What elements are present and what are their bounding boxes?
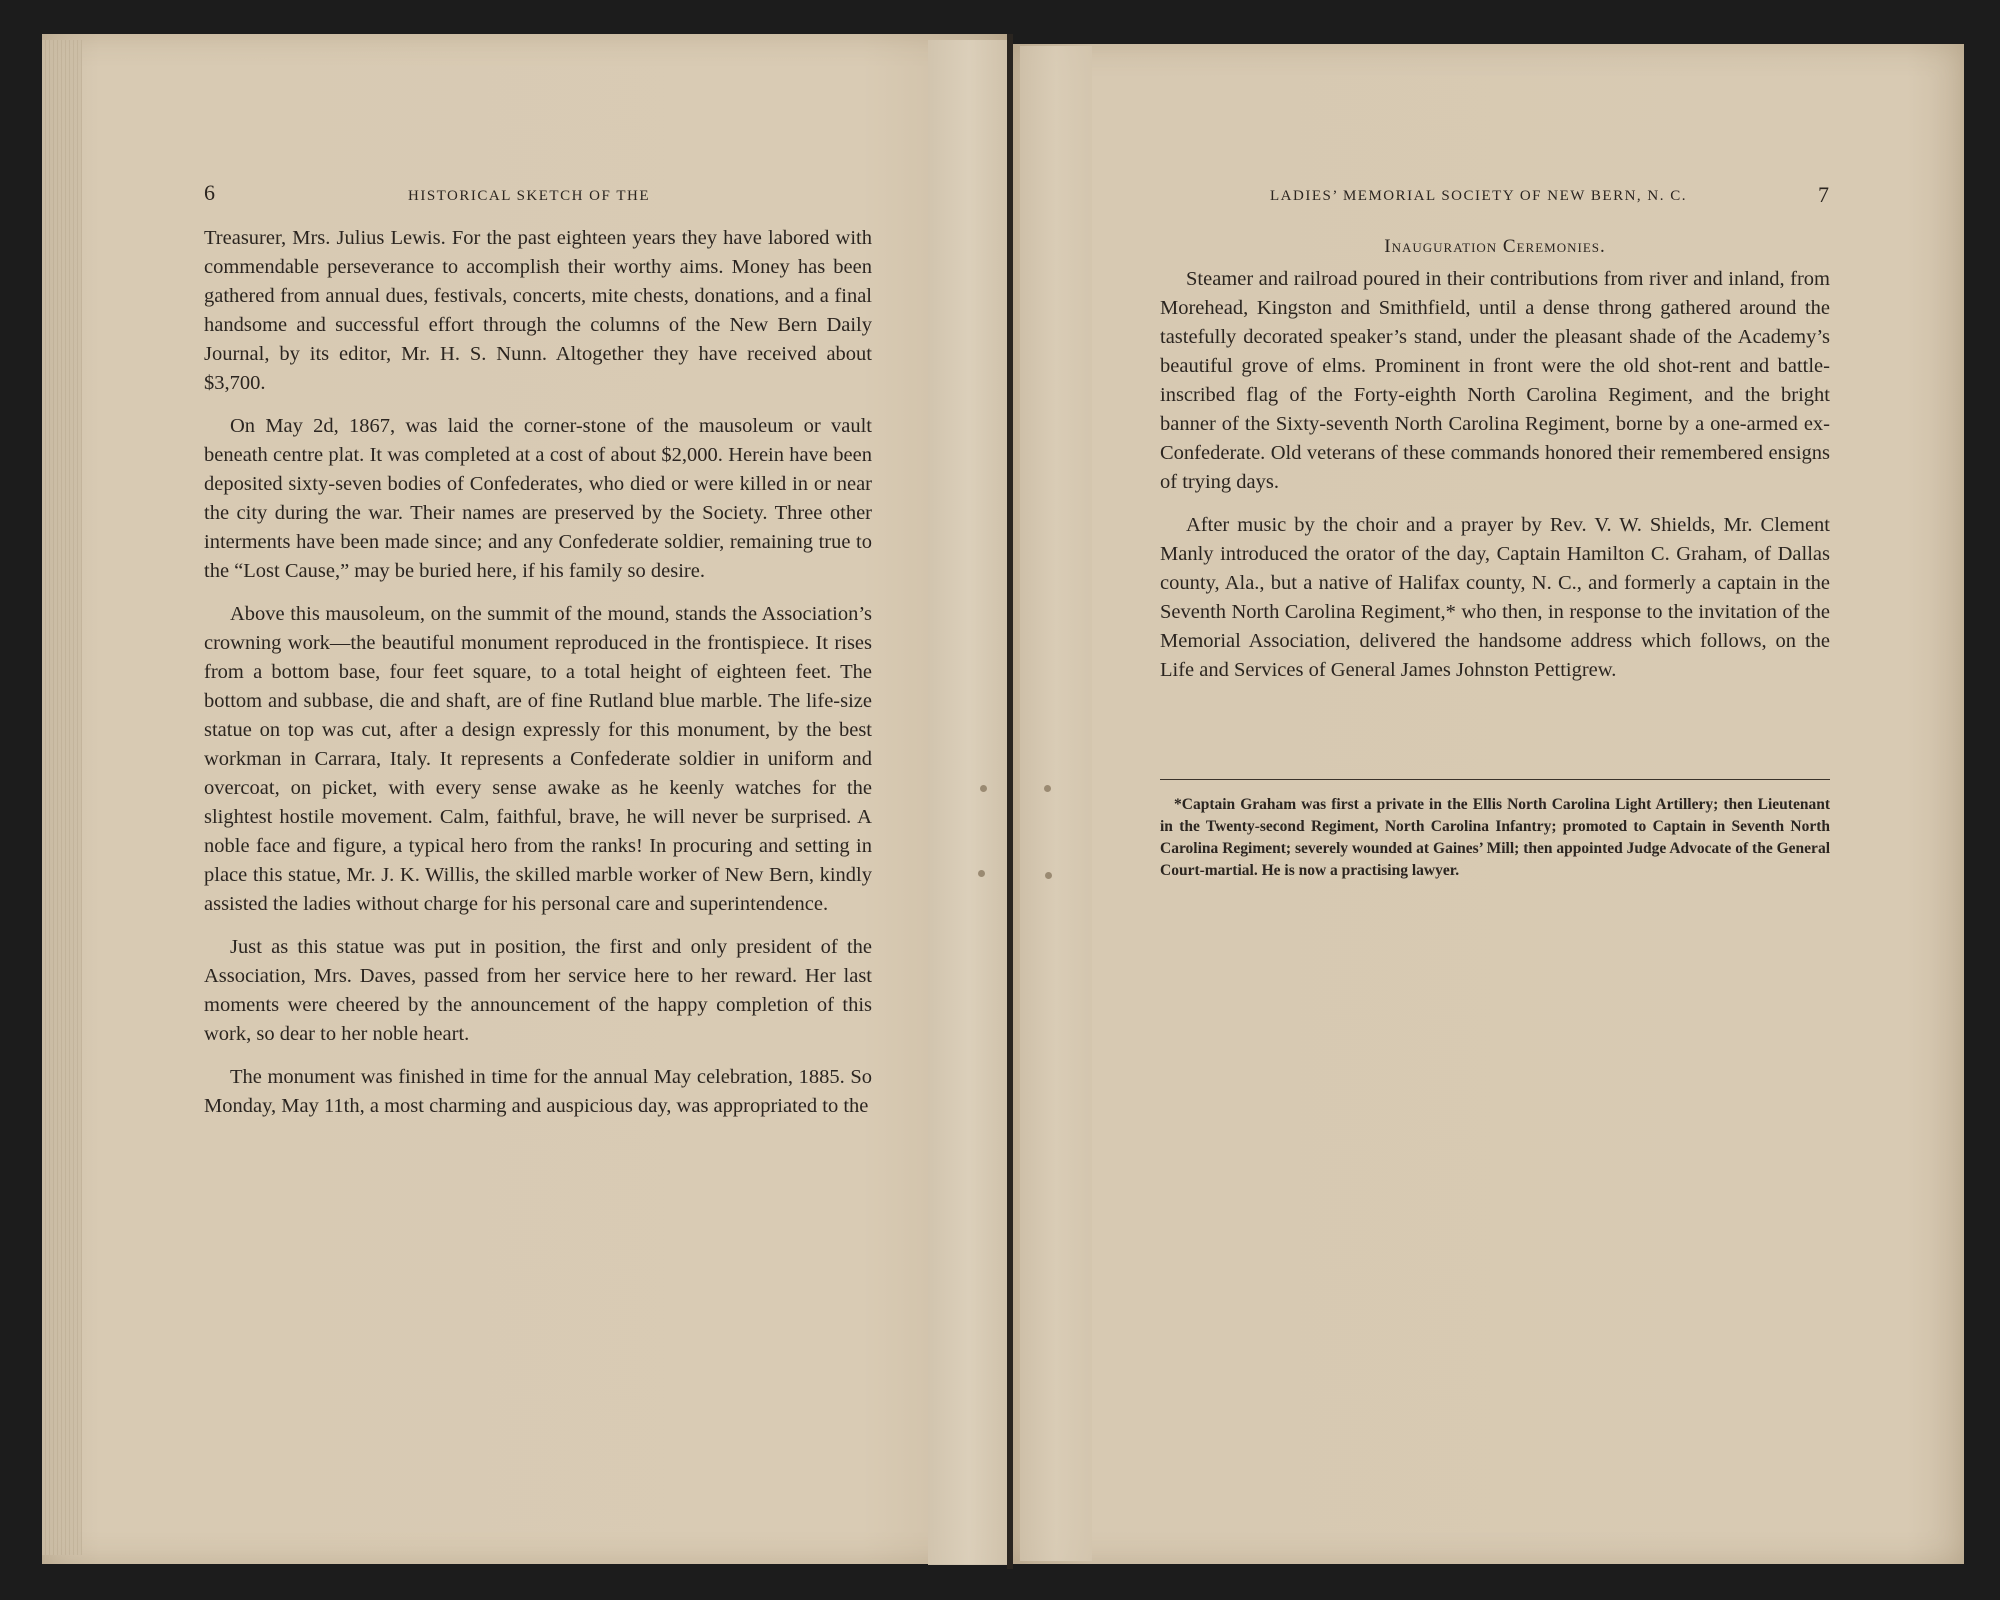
left-paragraph-5: The monument was finished in time for the annual May celebration, 1885. So Monday, May 11th, a most charming and auspicious day, was appropriated to the	[204, 1066, 872, 1117]
left-body-text	[204, 224, 872, 1135]
footnote: *Captain Graham was first a private in the Ellis North Carolina Light Artillery; then Lieutenant in the Twenty-second Regiment, North Carolina Infantry; promoted to Captain in Seventh North Carolina Regiment; severely wounded at Gaines’ Mill; then appointed Judge Advocate of the General Court-martial. He is now a practising lawyer.	[1160, 796, 1830, 879]
right-body-text	[1160, 232, 1830, 699]
left-running-head: HISTORICAL SKETCH OF THE	[408, 188, 650, 204]
right-page-number: 7	[1818, 182, 1829, 207]
binding-hole	[980, 785, 987, 792]
left-paragraph-3: Above this mausoleum, on the summit of the mound, stands the Association’s crowning work—the beautiful monument reproduced in the frontispiece. It rises from a bottom base, four feet square, to a total height of eighteen feet. The bottom and subbase, die and shaft, are of fine Rutland blue marble. The life-size statue on top was cut, after a design expressly for this monument, by the best workman in Carrara, Italy. It represents a Confederate soldier in uniform and overcoat, on picket, with every sense awake as he keenly watches for the slightest hostile movement. Calm, faithful, brave, he will never be surprised. A noble face and figure, a typical hero from the ranks! In procuring and setting in place this statue, Mr. J. K. Willis, the skilled marble worker of New Bern, kindly assisted the ladies without charge for his personal care and superintendence.	[204, 603, 872, 915]
binding-hole	[1044, 785, 1051, 792]
gutter-tape-right	[1020, 46, 1092, 1561]
left-page-edge-stack	[42, 40, 82, 1555]
right-running-head: LADIES’ MEMORIAL SOCIETY OF NEW BERN, N. C.	[1270, 188, 1687, 204]
left-paragraph-2: On May 2d, 1867, was laid the corner-stone of the mausoleum or vault beneath centre plat. It was completed at a cost of about $2,000. Herein have been deposited sixty-seven bodies of Confederates, who died or were killed in or near the city during the war. Their names are preserved by the Society. Three other interments have been made since; and any Confederate soldier, remaining true to the “Lost Cause,” may be buried here, if his family so desire.	[204, 415, 872, 582]
footnote-rule	[1160, 779, 1830, 780]
right-paragraph-1: Steamer and railroad poured in their contributions from river and inland, from Morehead, Kingston and Smithfield, until a dense throng gathered around the tastefully decorated speaker’s stand, under the pleasant shade of the Academy’s beautiful grove of elms. Prominent in front were the old shot-rent and battle-inscribed flag of the Forty-eighth North Carolina Regiment, and the bright banner of the Sixty-seventh North Carolina Regiment, borne by a one-armed ex-Confederate. Old veterans of these commands honored their remembered ensigns of trying days.	[1160, 268, 1830, 493]
left-paragraph-4: Just as this statue was put in position, the first and only president of the Association, Mrs. Daves, passed from her service here to her reward. Her last moments were cheered by the announcement of the happy completion of this work, so dear to her noble heart.	[204, 936, 872, 1045]
right-paragraph-2: After music by the choir and a prayer by Rev. V. W. Shields, Mr. Clement Manly introduced the orator of the day, Captain Hamilton C. Graham, of Dallas county, Ala., but a native of Halifax county, N. C., and formerly a captain in the Seventh North Carolina Regiment,* who then, in response to the invitation of the Memorial Association, delivered the handsome address which follows, on the Life and Services of General James Johnston Pettigrew.	[1160, 514, 1830, 681]
section-heading: Inauguration Ceremonies.	[1384, 236, 1606, 257]
book-spine	[1007, 34, 1013, 1569]
left-page-number: 6	[204, 180, 215, 205]
left-paragraph-1: Treasurer, Mrs. Julius Lewis. For the past eighteen years they have labored with commendable perseverance to accomplish their worthy aims. Money has been gathered from annual dues, festivals, concerts, mite chests, donations, and a final handsome and successful effort through the columns of the New Bern Daily Journal, by its editor, Mr. H. S. Nunn. Altogether they have received about $3,700.	[204, 227, 872, 394]
gutter-tape-left	[928, 40, 1010, 1565]
binding-hole	[978, 870, 985, 877]
binding-hole	[1045, 872, 1052, 879]
